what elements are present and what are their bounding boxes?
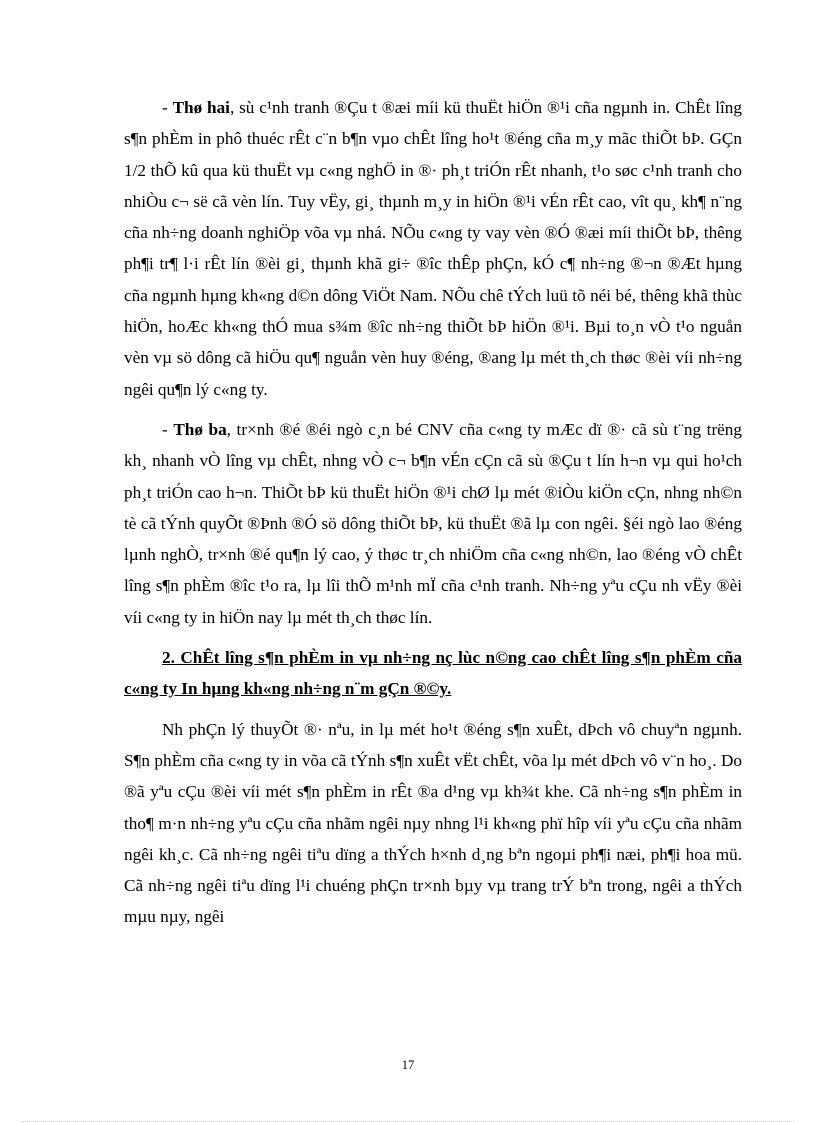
body-text [124, 92, 742, 942]
paragraph-1-text: , sù c¹nh tranh ®Çu t ®æi míi kü thuËt hiÖn ®¹i cña ngµnh in. ChÊt lîng s¶n phÈm in phô thuéc rÊt c¨n b¶n vµo chÊt lîng ho¹t ®éng cña m¸y mãc thiÕt bÞ. GÇn 1/2 thÕ kû qua kü thuËt vµ c«ng nghÖ in ®· ph¸t triÓn rÊt nhanh, t¹o søc c¹nh tranh cho nhiÒu c¬ së cã vèn lín. Tuy vËy, gi¸ thµnh m¸y in hiÖn ®¹i vÉn rÊt cao, vît qu¸ kh¶ n¨ng cña nh÷ng doanh nghiÖp võa vµ nhá. NÕu c«ng ty vay vèn ®Ó ®æi míi thiÕt bÞ, thêng ph¶i tr¶ l·i rÊt lín ®èi gi¸ thµnh khã gi÷ ®îc thÊp phÇn, kÓ c¶ nh÷ng ®¬n ®Æt hµng cña ngµnh hµng kh«ng d©n dông ViÖt Nam. NÕu chê tÝch luü tõ néi bé, thêng khã thùc hiÖn, hoÆc kh«ng thÓ mua s¾m ®îc nh÷ng thiÕt bÞ hiÖn ®¹i. Bµi to¸n vÒ t¹o nguån vèn vµ sö dông cã hiÖu qu¶ nguån vèn huy ®éng, ®ang lµ mét th¸ch thøc ®èi víi nh÷ng ngêi qu¶n lý c«ng ty. [124, 98, 742, 399]
paragraph-1-lead: - [162, 98, 173, 117]
paragraph-2-text: , tr×nh ®é ®éi ngò c¸n bé CNV cña c«ng ty mÆc dï ®· cã sù t¨ng trëng kh¸ nhanh vÒ lîng vµ chÊt, nhng vÒ c¬ b¶n vÉn cÇn cã sù ®Çu t lín h¬n vµ qui ho¹ch ph¸t triÓn cao h¬n. ThiÕt bÞ kü thuËt hiÖn ®¹i chØ lµ mét ®iÒu kiÖn cÇn, nhng nh©n tè cã tÝnh quyÕt ®Þnh ®Ó sö dông thiÕt bÞ, kü thuËt ®ã lµ con ngêi. §éi ngò lao ®éng lµnh nghÒ, tr×nh ®é qu¶n lý cao, ý thøc tr¸ch nhiÖm cña c«ng nh©n, lao ®éng vÒ chÊt lîng s¶n phÈm ®îc t¹o ra, lµ lîi thÕ m¹nh mÏ cña c¹nh tranh. Nh÷ng yªu cÇu nh vËy ®èi víi c«ng ty in hiÖn nay lµ mét th¸ch thøc lín. [124, 419, 742, 627]
page-number: 17 [401, 1058, 415, 1072]
paragraph-2-lead: - [162, 419, 174, 439]
paragraph-2 [124, 414, 742, 633]
paragraph-3: Nh phÇn lý thuyÕt ®· nªu, in lµ mét ho¹t ®éng s¶n xuÊt, dÞch vô chuyªn ngµnh. S¶n phÈm cña c«ng ty in võa cã tÝnh s¶n xuÊt vËt chÊt, võa lµ mét dÞch vô v¨n ho¸. Do ®ã yªu cÇu ®èi víi mét s¶n phÈm in rÊt ®a d¹ng vµ kh¾t khe. Cã nh÷ng s¶n phÈm in tho¶ m·n nh÷ng yªu cÇu cña nhãm ngêi nµy nhng l¹i kh«ng phï hîp víi yªu cÇu cña nhãm ngêi kh¸c. Cã nh÷ng ngêi tiªu dïng a thÝch h×nh d¸ng bªn ngoµi ph¶i næi, ph¶i hoa mü. Cã nh÷ng ngêi tiªu dïng l¹i chuéng phÇn tr×nh bµy vµ trang trÝ bªn trong, ngêi a thÝch mµu nµy, ngêi [124, 719, 742, 927]
section-heading: 2. ChÊt lîng s¶n phÈm in vµ nh÷ng nç lùc n©ng cao chÊt lîng s¶n phÈm cña c«ng ty In hµng kh«ng nh÷ng n¨m gÇn ®©y. [124, 648, 742, 699]
paragraph-1-emphasis: Thø hai [172, 98, 230, 117]
page-bottom-divider [22, 1121, 794, 1122]
paragraph-1 [124, 92, 742, 405]
paragraph-2-emphasis: Thø ba [173, 419, 227, 439]
